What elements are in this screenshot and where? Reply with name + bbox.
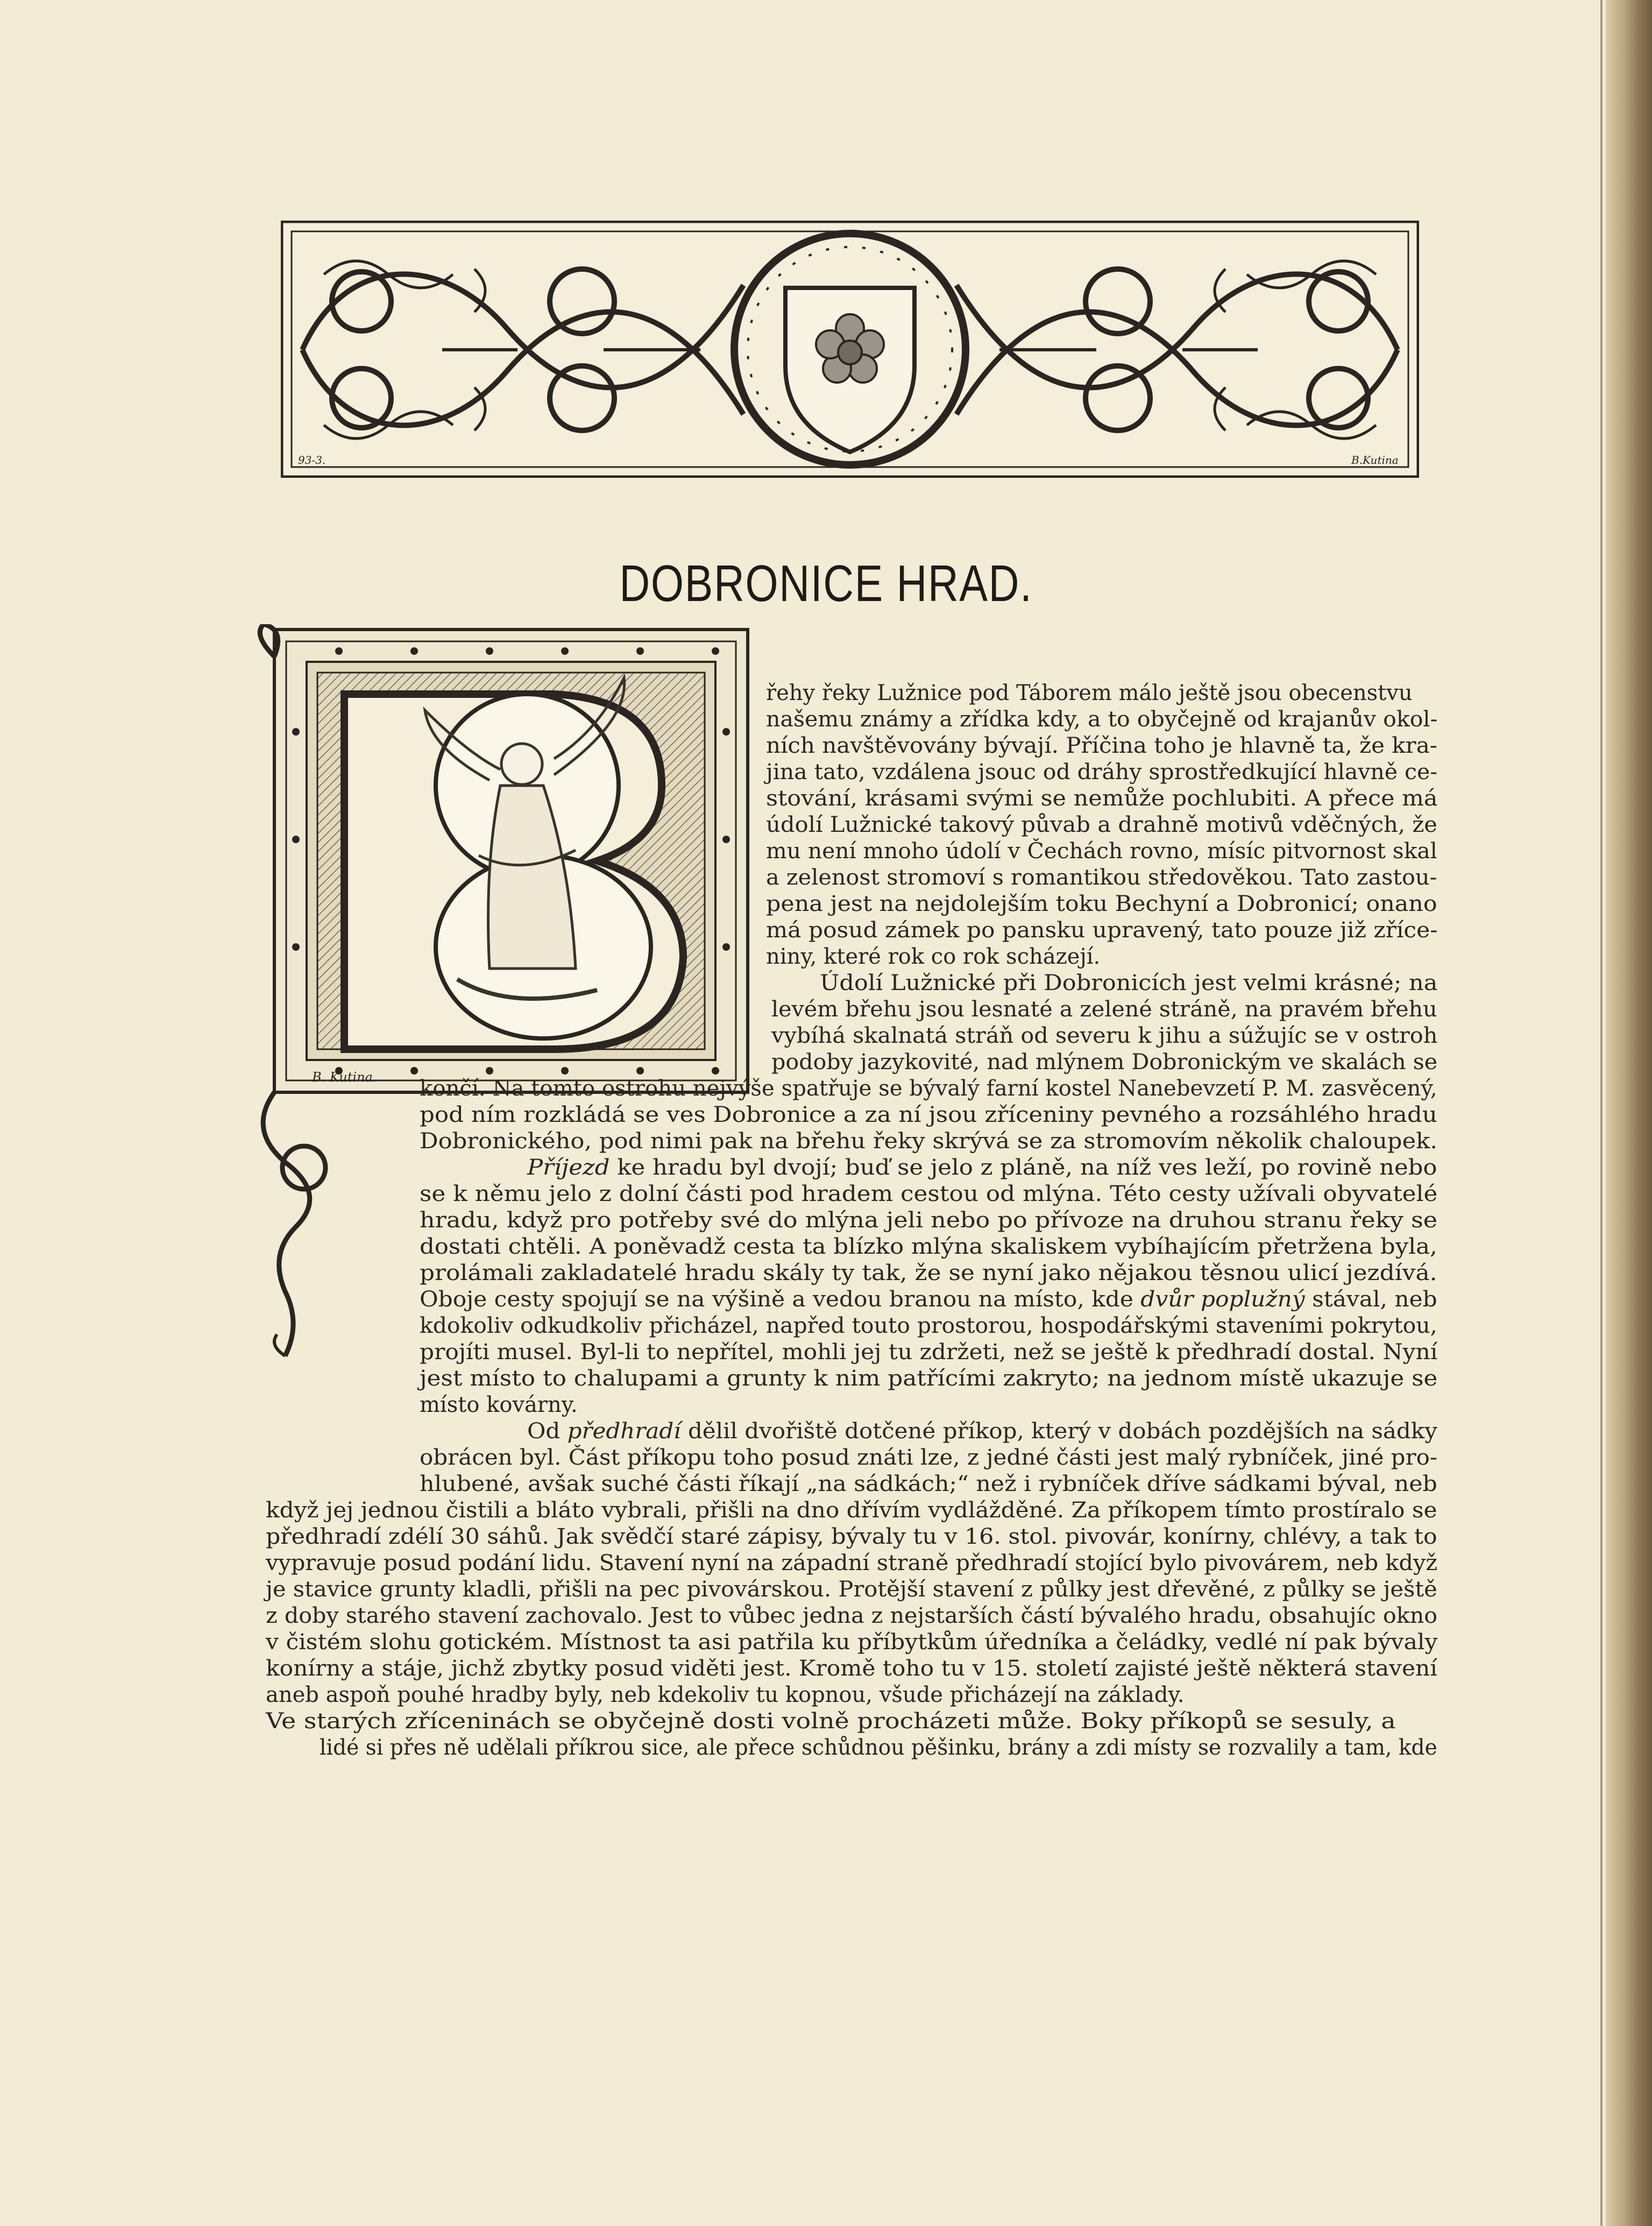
book-binding-edge — [1606, 0, 1652, 2226]
text-span: stával, neb — [1304, 1287, 1437, 1312]
headpiece-signature-right: B.Kutina — [1351, 454, 1399, 467]
text-line: pod ním rozkládá se ves Dobronice a za ní jsou zříceniny pevného a rozsáhlého hradu — [420, 1103, 1437, 1127]
text-line: vybíhá skalnatá stráň od severu k jihu a súžujíc se v ostroh — [771, 1023, 1438, 1048]
text-line: prolámali zakladatelé hradu skály ty tak, že se nyní jako nějakou těsnou ulicí jezdívá. — [420, 1261, 1437, 1285]
text-line: končí. Na tomto ostrohu nejvýše spatřuje se bývalý farní kostel Nanebevzetí P. M. zasvěcený, — [420, 1076, 1437, 1101]
rose-shield-emblem — [734, 234, 966, 465]
text-line: má posud zámek po pansku upravený, tato pouze již zříce- — [766, 918, 1438, 943]
italic-term: dvůr poplužný — [1140, 1287, 1305, 1312]
page-gutter-shadow — [1600, 0, 1603, 2226]
text-line: pena jest na nejdolejším toku Bechyní a Dobronicí; onano — [766, 892, 1437, 916]
text-line: jest místo to chalupami a grunty k nim patřícími zakryto; na jednom místě ukazuje se — [420, 1366, 1438, 1391]
text-line: niny, které rok co rok scházejí. — [766, 944, 1101, 969]
text-line: vypravuje posud podání lidu. Stavení nyní na západní straně předhradí stojící bylo pivovárem, neb když — [266, 1551, 1438, 1575]
text-line: lidé si přes ně udělali příkrou sice, ale přece schůdnou pěšinku, brány a zdi místy se rozvalily a tam, kde — [320, 1735, 1437, 1760]
text-span: Od — [527, 1419, 568, 1444]
text-line: a zelenost stromoví s romantikou středověkou. Tato zastou- — [766, 865, 1437, 890]
text-line: aneb aspoň pouhé hradby byly, neb kdekoliv tu kopnou, všude přicházejí na základy. — [266, 1683, 1185, 1707]
text-line: mu není mnoho údolí v Čechách rovno, mísíc pitvornost skal — [766, 839, 1437, 864]
text-line: hradu, když pro potřeby své do mlýna jeli nebo po přívoze na druhou stranu řeky se — [420, 1208, 1438, 1233]
text-span: Oboje cesty spojují se na výšině a vedou branou na místo, kde — [420, 1287, 1141, 1312]
italic-term: předhradí — [567, 1419, 681, 1444]
text-line: konírny a stáje, jichž zbytky posud viděti jest. Kromě toho tu v 15. století zajisté ještě některá stavení — [266, 1656, 1437, 1681]
text-line: ních navštěvovány bývají. Příčina toho je hlavně ta, že kra- — [766, 733, 1437, 758]
text-line-mixed — [527, 1419, 1437, 1444]
text-line-first-part — [527, 1155, 1437, 1180]
text-line: když jej jednou čistili a bláto vybrali, přišli na dno dřívím vydlážděné. Za příkopem tímto prostíralo se — [266, 1498, 1437, 1523]
text-line: levém břehu jsou lesnaté a zelené stráně, na pravém břehu — [771, 997, 1437, 1022]
text-line: hlubené, avšak suché části říkají „na sádkách;“ než i rybníček dříve sádkami býval, neb — [420, 1472, 1437, 1496]
text-line: Údolí Lužnické při Dobronicích jest velmi krásné; na — [820, 971, 1438, 995]
text-line: místo kovárny. — [420, 1393, 578, 1417]
text-span: ke hradu byl dvojí; buď se jelo z pláně, na níž ves leží, po rovině nebo — [609, 1155, 1437, 1180]
text-line: z doby starého stavení zachovalo. Jest to vůbec jedna z nejstarších částí bývalého hradu, obsahujíc okno — [266, 1603, 1438, 1628]
text-line: údolí Lužnické takový půvab a drahně motivů vděčných, že — [766, 812, 1437, 837]
text-line: stování, krásami svými se nemůže pochlubiti. A přece má — [766, 786, 1438, 811]
text-line: Dobronického, pod nimi pak na břehu řeky skrývá se za stromovím několik chaloupek. — [420, 1129, 1438, 1154]
text-line: dostati chtěli. A poněvadž cesta ta blízko mlýna skaliskem vybíhajícím přetržena byla, — [420, 1234, 1437, 1259]
text-line-mixed — [420, 1287, 1437, 1312]
text-line: projíti musel. Byl-li to nepřítel, mohli jej tu zdržeti, než se ještě k předhradí dostal. Nyní — [420, 1340, 1438, 1365]
page-title: DOBRONICE HRAD. — [619, 555, 1033, 612]
ornamental-headpiece — [281, 221, 1419, 478]
text-line: předhradí zdélí 30 sáhů. Jak svědčí staré zápisy, bývaly tu v 16. stol. pivovár, konírny, chlévy, a tak to — [266, 1524, 1437, 1549]
text-line: se k němu jelo z dolní části pod hradem cestou od mlýna. Této cesty užívali obyvatelé — [420, 1182, 1438, 1206]
text-line: našemu známy a zřídka kdy, a to obyčejně od krajanův okol- — [766, 707, 1438, 732]
italic-term: Příjezd — [527, 1155, 610, 1180]
text-line: je stavice grunty kladli, přišli na pec pivovárskou. Protější stavení z půlky jest dřevěné, z půlky se ještě — [266, 1577, 1437, 1602]
text-line: obrácen byl. Část příkopu toho posud znáti lze, z jedné části jest malý rybníček, jiné pro- — [420, 1445, 1438, 1470]
text-line: kdokoliv odkudkoliv přicházel, napřed touto prostorou, hospodářskými staveními pokrytou, — [420, 1313, 1437, 1338]
headpiece-signature-left: 93-3. — [298, 454, 326, 467]
text-line: Ve starých zříceninách se obyčejně dosti volně procházeti může. Boky příkopů se sesuly, a — [266, 1709, 1396, 1734]
text-line: řehy řeky Lužnice pod Táborem málo ještě jsou obecenstvu — [766, 681, 1413, 705]
text-line: jina tato, vzdálena jsouc od dráhy sprostředkující hlavně ce- — [766, 760, 1438, 785]
text-line: v čistém slohu gotickém. Místnost ta asi patřila ku příbytkům úředníka a čeládky, vedlé ní pak bývaly — [266, 1630, 1438, 1655]
initial-signature: B. Kutina. — [312, 1070, 377, 1085]
text-line: podoby jazykovité, nad mlýnem Dobronickým ve skalách se — [771, 1050, 1438, 1075]
text-span: dělil dvořiště dotčené příkop, který v dobách pozdějších na sádky — [680, 1419, 1437, 1444]
